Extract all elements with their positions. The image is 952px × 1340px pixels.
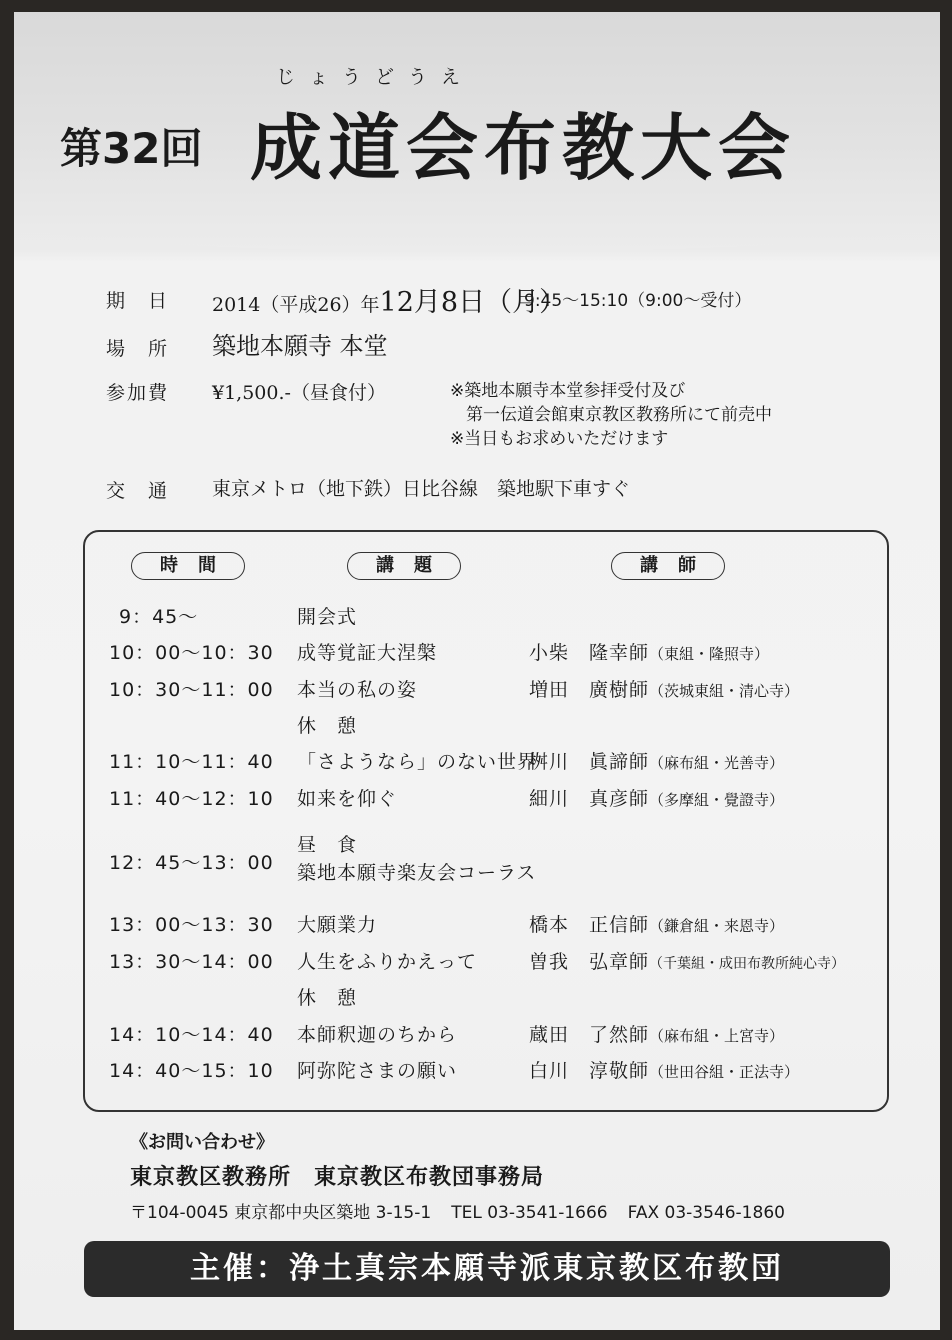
sponsor-banner: 主催：浄土真宗本願寺派東京教区布教団 <box>84 1241 890 1297</box>
schedule-row: 休 憩 <box>297 715 358 737</box>
edition-number: 第32回 <box>60 124 203 173</box>
schedule-row: 10：30～11：00 本当の私の姿 増田 廣樹師（茨城東組・清心寺） <box>109 679 800 701</box>
schedule-box <box>83 530 889 1112</box>
schedule-row: 13：00～13：30 大願業力 橋本 正信師（鎌倉組・来恩寺） <box>109 914 785 936</box>
fee-note-1: ※築地本願寺本堂参拝受付及び <box>450 381 686 401</box>
schedule-row: 14：10～14：40 本師釈迦のちから 蔵田 了然師（麻布組・上宮寺） <box>109 1024 785 1046</box>
contact-label: 《お問い合わせ》 <box>130 1132 274 1153</box>
fee-label: 参加費 <box>106 382 170 404</box>
schedule-row: 11：40～12：10 如来を仰ぐ 細川 真彦師（多摩組・覺證寺） <box>109 788 785 810</box>
fee-note-2: 第一伝道会館東京教区教務所にて前売中 <box>466 405 772 425</box>
event-title: 成道会布教大会 <box>250 106 797 190</box>
postal-address: 〒104-0045 東京都中央区築地 3-15-1 <box>130 1203 432 1223</box>
date-value <box>212 280 566 319</box>
header-speaker: 講師 <box>611 552 725 580</box>
flyer <box>14 12 940 1330</box>
contact-address <box>130 1198 805 1223</box>
place-label: 場 所 <box>106 338 170 360</box>
contact-offices: 東京教区教務所 東京教区布教団事務局 <box>130 1165 545 1190</box>
schedule-row: 休 憩 <box>297 987 358 1009</box>
date-label: 期 日 <box>106 290 170 312</box>
header-subject: 講題 <box>347 552 461 580</box>
schedule-row: 11：10～11：40 「さようなら」のない世界 桝川 眞諦師（麻布組・光善寺） <box>109 751 785 773</box>
schedule-row: 12：45～13：00 昼 食 築地本願寺楽友会コーラス <box>109 834 537 884</box>
schedule-row: 9：45～ 開会式 <box>119 606 358 628</box>
date-time: 9:45～15:10（9:00～受付） <box>524 291 752 311</box>
date-year: 2014（平成26）年 <box>212 294 380 316</box>
title-furigana: じょうどうえ <box>276 66 475 88</box>
date-main: 12月8日（月） <box>379 287 567 318</box>
header-time: 時間 <box>131 552 245 580</box>
fee-note-3: ※当日もお求めいただけます <box>450 429 669 449</box>
place-value: 築地本願寺 本堂 <box>212 332 388 360</box>
tel-number: TEL 03-3541-1666 <box>451 1203 608 1223</box>
schedule-row: 10：00～10：30 成等覚証大涅槃 小柴 隆幸師（東組・隆照寺） <box>109 642 770 664</box>
fee-value: ¥1,500.-（昼食付） <box>212 382 386 404</box>
schedule-row: 13：30～14：00 人生をふりかえって 曽我 弘章師（千葉組・成田布教所純心寺） <box>109 951 846 973</box>
fax-number: FAX 03-3546-1860 <box>627 1203 785 1223</box>
access-value: 東京メトロ（地下鉄）日比谷線 築地駅下車すぐ <box>212 478 631 500</box>
schedule-row: 14：40～15：10 阿弥陀さまの願い 白川 淳敬師（世田谷組・正法寺） <box>109 1060 800 1082</box>
access-label: 交 通 <box>106 480 170 502</box>
